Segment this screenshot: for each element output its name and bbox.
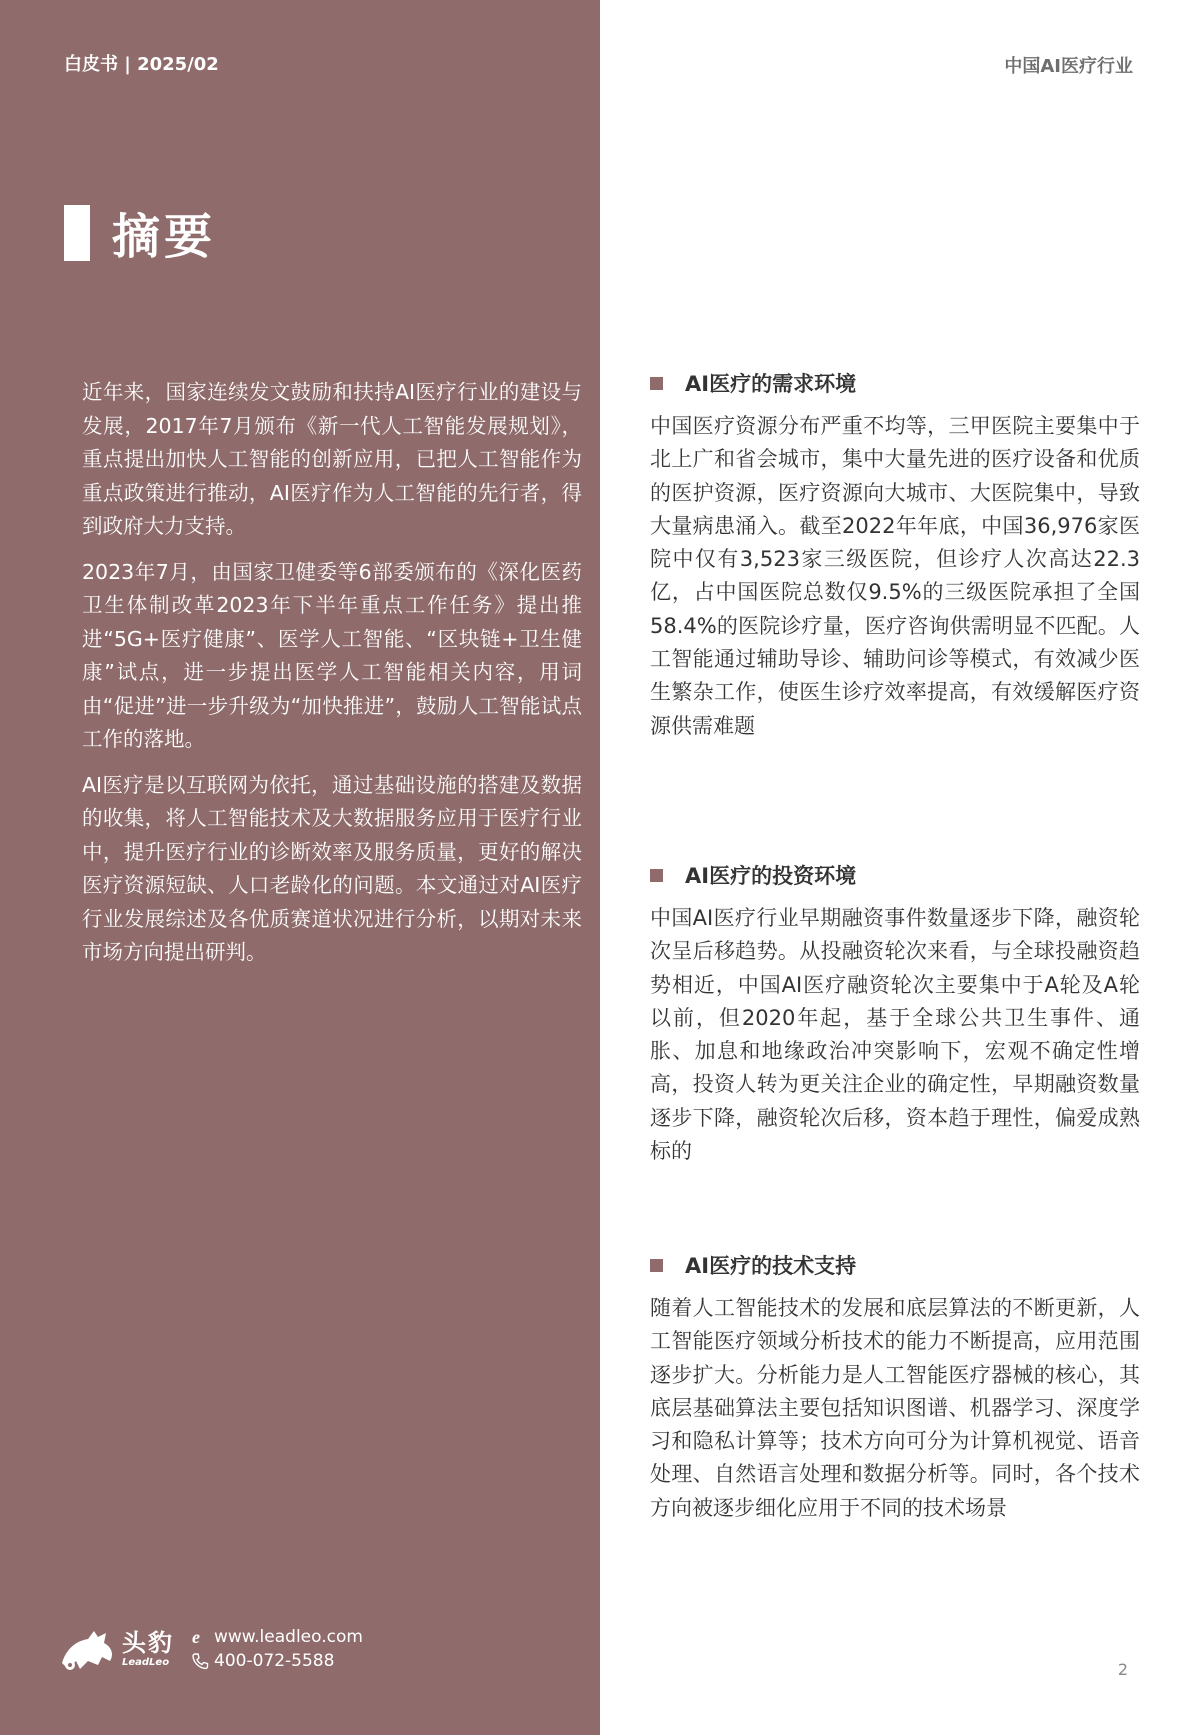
phone-icon — [190, 1651, 210, 1671]
website-link[interactable]: www.leadleo.com — [214, 1627, 363, 1647]
phone-number: 400-072-5588 — [214, 1651, 335, 1671]
section-investment-title: AI医疗的投资环境 — [685, 864, 857, 888]
footer-brand — [58, 1625, 363, 1673]
section-demand — [650, 368, 1140, 743]
page-title: 摘要 — [112, 209, 217, 265]
brand-name-en: LeadLeo — [122, 1657, 170, 1668]
phone-row — [190, 1649, 363, 1673]
section-investment — [650, 860, 1140, 1168]
summary-paragraph-1: 近年来，国家连续发文鼓励和扶持AI医疗行业的建设与发展，2017年7月颁布《新一代人工智能发展规划》，重点提出加快人工智能的创新应用，已把人工智能作为重点政策进行推动，AI医疗作为人工智能的先行者，得到政府大力支持。 — [82, 380, 582, 538]
section-demand-body: 中国医疗资源分布严重不均等，三甲医院主要集中于北上广和省会城市，集中大量先进的医疗设备和优质的医护资源，医疗资源向大城市、大医院集中，导致大量病患涌入。截至2022年年底，中国36,976家医院中仅有3,523家三级医院，但诊疗人次高达22.3亿，占中国医院总数仅9.5%的三级医院承担了全国58.4%的医院诊疗量，医疗咨询供需明显不匹配。人工智能通过辅助导诊、辅助问诊等模式，有效减少医生繁杂工作，使医生诊疗效率提高，有效缓解医疗资源供需难题 — [650, 414, 1140, 738]
contact-info — [190, 1625, 363, 1673]
section-technology-title: AI医疗的技术支持 — [685, 1254, 857, 1278]
square-bullet-icon — [650, 377, 663, 390]
brand-logo-icon — [58, 1625, 116, 1673]
section-technology-header — [650, 1250, 1140, 1280]
header-industry: 中国AI医疗行业 — [1004, 56, 1133, 77]
section-technology-body: 随着人工智能技术的发展和底层算法的不断更新，人工智能医疗领域分析技术的能力不断提高，应用范围逐步扩大。分析能力是人工智能医疗器械的核心，其底层基础算法主要包括知识图谱、机器学习、深度学习和隐私计算等；技术方向可分为计算机视觉、语音处理、自然语言处理和数据分析等。同时，各个技术方向被逐步细化应用于不同的技术场景 — [650, 1296, 1140, 1520]
brand-name-cn: 头豹 — [122, 1629, 174, 1657]
brand-name — [122, 1629, 174, 1669]
section-investment-body: 中国AI医疗行业早期融资事件数量逐步下降，融资轮次呈后移趋势。从投融资轮次来看，与全球投融资趋势相近，中国AI医疗融资轮次主要集中于A轮及A轮以前，但2020年起，基于全球公共卫生事件、通胀、加息和地缘政治冲突影响下，宏观不确定性增高，投资人转为更关注企业的确定性，早期融资数量逐步下降，融资轮次后移，资本趋于理性，偏爱成熟标的 — [650, 906, 1140, 1164]
ie-globe-icon — [190, 1627, 210, 1647]
svg-text:e: e — [192, 1627, 200, 1647]
website-row — [190, 1625, 363, 1649]
header-doc-type: 白皮书 | 2025/02 — [64, 54, 219, 75]
page-title-block — [64, 198, 216, 267]
summary-body — [82, 376, 582, 982]
title-bar-decoration — [64, 205, 90, 261]
page-number: 2 — [1117, 1660, 1128, 1679]
section-technology — [650, 1250, 1140, 1525]
summary-paragraph-3: AI医疗是以互联网为依托，通过基础设施的搭建及数据的收集，将人工智能技术及大数据服务应用于医疗行业中，提升医疗行业的诊断效率及服务质量，更好的解决医疗资源短缺、人口老龄化的问题。本文通过对AI医疗行业发展综述及各优质赛道状况进行分析，以期对未来市场方向提出研判。 — [82, 772, 582, 964]
section-demand-title: AI医疗的需求环境 — [685, 372, 857, 396]
section-demand-header — [650, 368, 1140, 398]
square-bullet-icon — [650, 1259, 663, 1272]
square-bullet-icon — [650, 869, 663, 882]
summary-paragraph-2: 2023年7月，由国家卫健委等6部委颁布的《深化医药卫生体制改革2023年下半年重点工作任务》提出推进“5G+医疗健康”、医学人工智能、“区块链+卫生健康”试点，进一步提出医学人工智能相关内容，用词由“促进”进一步升级为“加快推进”，鼓励人工智能试点工作的落地。 — [82, 559, 582, 751]
section-investment-header — [650, 860, 1140, 890]
